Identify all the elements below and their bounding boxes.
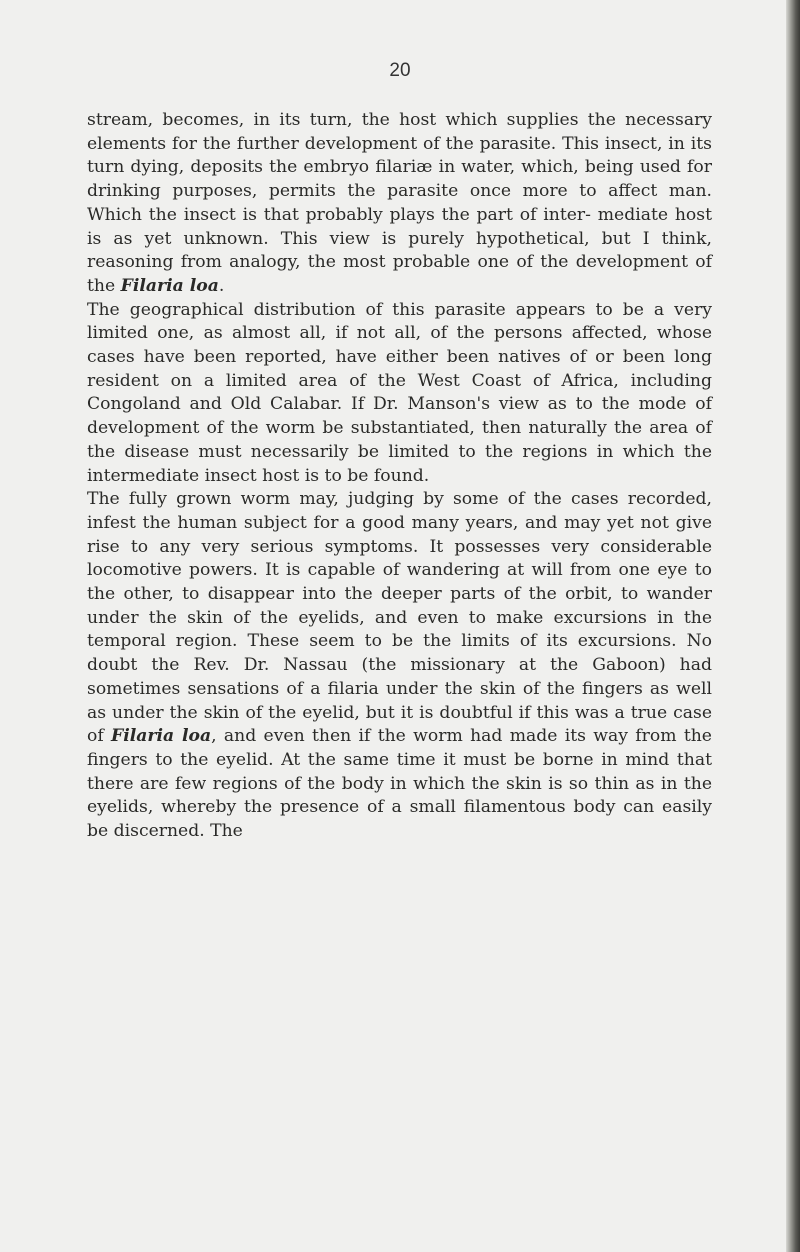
text-segment: The fully grown worm may, judging by some of the cases recorded, infest the human subject for a good many years, and may yet not give rise to any very serious symptoms. It possesses very considerable locomotive powers. It is capable of wandering at will from one eye to the other, to disappear into the deeper parts of the orbit, to wander under the skin of the eyelids, and even to make excursions in the temporal region. These seem to be the limits of its excursions. No doubt the Rev. Dr. Nassau (the missionary at the Gaboon) had sometimes sensations of a filaria under the skin of the fingers as well as under the skin of the eyelid, but it is doubtful if this was a true case of bbox=[87, 489, 712, 747]
italic-term: Filaria loa bbox=[120, 275, 219, 296]
page-number: 20 bbox=[389, 60, 411, 81]
text-segment: , and even then if the worm had made its way from the fingers to the eyelid. At the same time it must be borne in mind that there are few regions of the body in which the skin is so thin as in the eyelids, whereby the presence of a small filamentous body can easily be discerned. The bbox=[87, 726, 712, 842]
paragraph-3 bbox=[87, 488, 712, 844]
text-segment: . bbox=[218, 275, 225, 296]
paragraph-2 bbox=[87, 299, 712, 489]
text-segment: The geographical distribution of this parasite appears to be a very limited one, as almost all, if not all, of the persons affected, whose cases have been reported, have either been natives of or been long resident on a limited area of the West Coast of Africa, including Congoland and Old Calabar. If Dr. Manson's view as to the mode of development of the worm be substantiated, then naturally the area of the disease must necessarily be limited to the regions in which the intermediate insect host is to be found. bbox=[87, 299, 712, 486]
italic-term: Filaria loa bbox=[111, 726, 212, 747]
page-edge-shadow bbox=[786, 0, 800, 1252]
body-text bbox=[87, 109, 712, 844]
text-segment: stream, becomes, in its turn, the host which supplies the necessary elements for the further development of the parasite. This insect, in its turn dying, deposits the embryo filariæ in water, which, being used for drinking purposes, permits the parasite once more to affect man. Which the insect is that probably plays the part of inter- mediate host is as yet unknown. This view is purely hypothetical, but I think, reasoning from analogy, the most probable one of the development of the bbox=[87, 110, 712, 296]
paragraph-1 bbox=[87, 109, 712, 299]
